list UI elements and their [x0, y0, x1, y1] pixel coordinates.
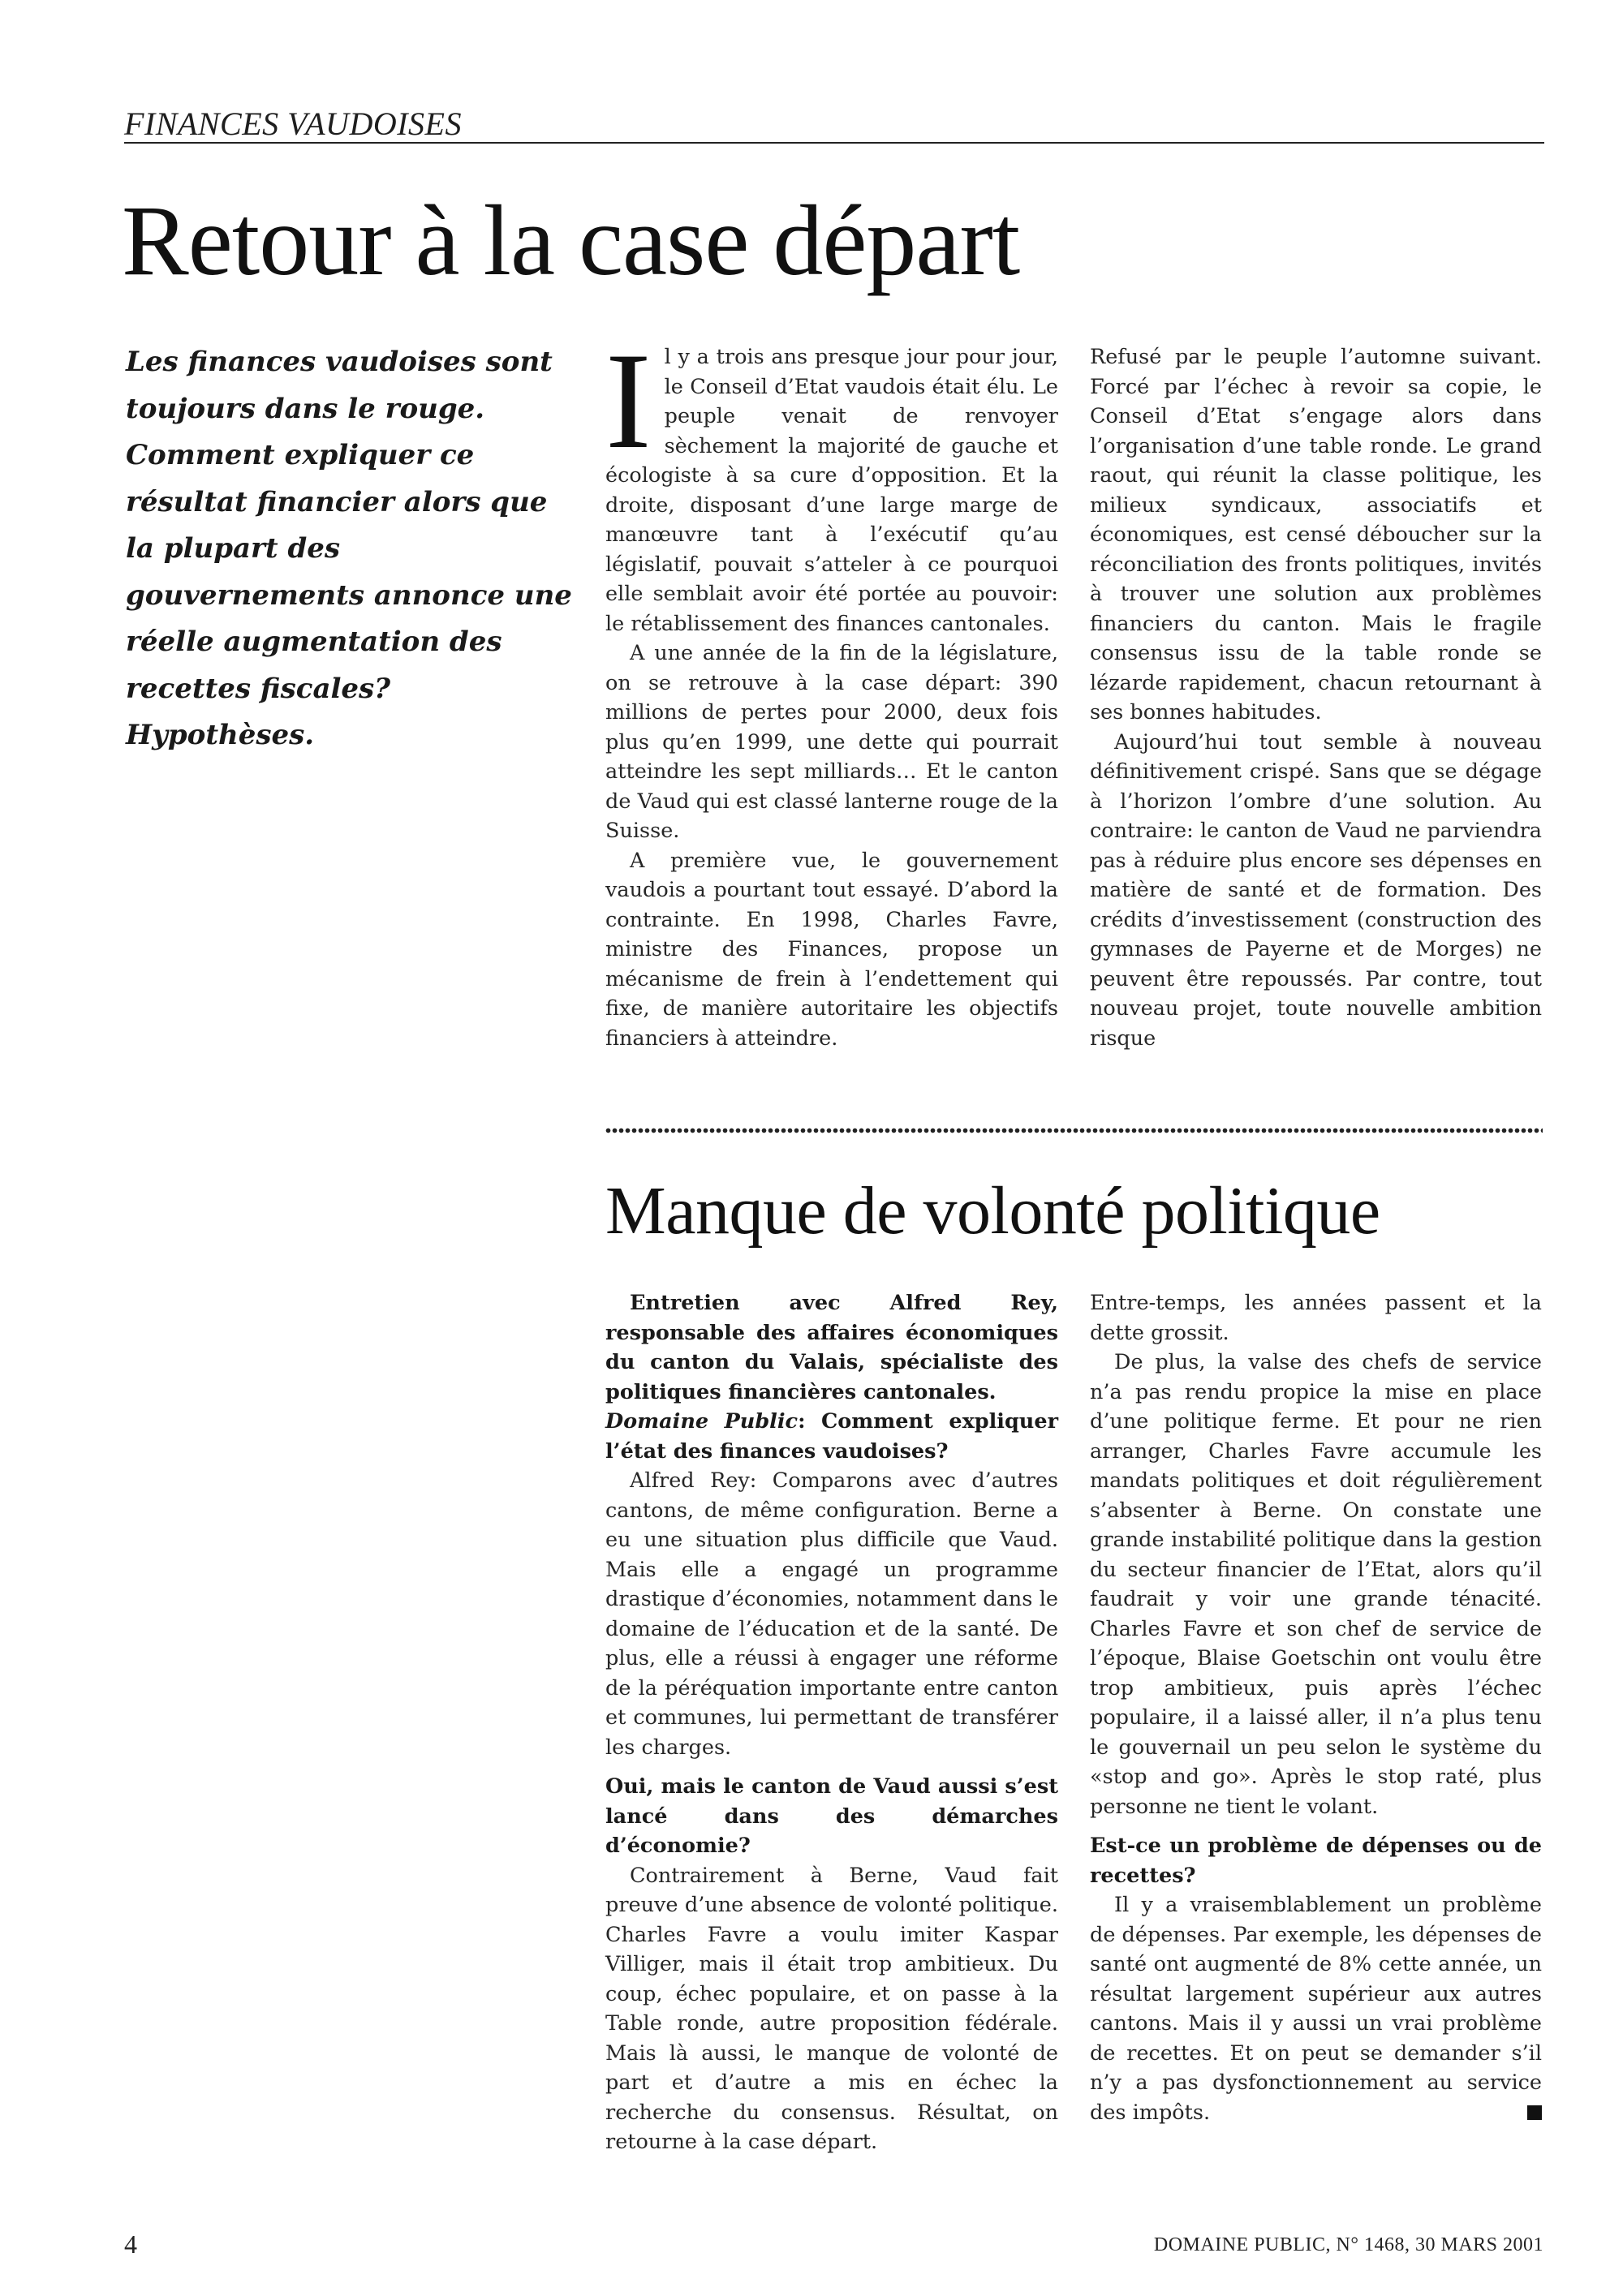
interview-answer-1: Alfred Rey: Comparons avec d’autres cantons, de même configuration. Berne a eu une situation plus difficile que Vaud. Mais elle a engagé un programme drastique d’économies, notamment dans le domaine de l’éducation et de la santé. De plus, elle a réussi à engager une réforme de la péréquation importante entre canton et communes, lui permettant de transférer les charges.: [605, 1468, 1058, 1760]
lead-line: recettes fiscales?: [126, 672, 391, 705]
lead-line: Hypothèses.: [126, 719, 315, 751]
lead-line: résultat financier alors que: [126, 485, 548, 518]
interview-answer-3: [1090, 1890, 1542, 2127]
article-title: Retour à la case départ: [122, 185, 1020, 296]
end-mark-icon: [1527, 2105, 1542, 2120]
article1-column-1: [605, 325, 1058, 1053]
article1-paragraph-2: A une année de la fin de la législature, on se retrouve à la case départ: 390 millions de pertes pour 2000, deux fois plus qu’en 1999, une dette qui pourrait atteindre les sept milliards… Et le canton de Vaud qui est classé lanterne rouge de la Suisse.: [605, 641, 1058, 843]
lead-line: la plupart des: [126, 532, 340, 565]
article1-paragraph-5: Aujourd’hui tout semble à nouveau définitivement crispé. Sans que se dégage à l’horizon l’ombre d’une solution. Au contraire: le canton de Vaud ne parviendra pas à réduire plus encore ses dépenses en matière de santé et de formation. Des crédits d’investissement (construction des gymnases de Payerne et de Morges) ne peuvent être repoussés. Par contre, tout nouveau projet, toute nouvelle ambition risque: [1090, 729, 1542, 1051]
lead-line: gouvernements annonce une: [126, 578, 572, 612]
page-number: 4: [124, 2229, 137, 2259]
interview-answer-2: Contrairement à Berne, Vaud fait preuve d’une absence de volonté politique. Charles Favre a voulu imiter Kaspar Villiger, mais il était trop ambitieux. Du coup, échec populaire, et on passe à la Table ronde, autre proposition fédérale. Mais là aussi, le manque de volonté de part et d’autre a mis en échec la recherche du consensus. Résultat, on retourne à la case départ.: [605, 1863, 1058, 2154]
lead-line: Les finances vaudoises sont: [126, 346, 553, 378]
section-rubric: FINANCES VAUDOISES: [124, 105, 462, 142]
article1-paragraph-1: [605, 325, 1058, 638]
dotted-separator: [605, 1128, 1543, 1136]
interview-answer-2-continued: Entre-temps, les années passent et la dette grossit.: [1090, 1291, 1542, 1345]
answer-text: Il y a vraisemblablement un problème de dépenses. Par exemple, les dépenses de santé ont augmenté de 8% cette année, un résultat largement supérieur aux autres cantons. Mais il y aussi un vrai problème de recettes. Et on peut se demander s’il n’y a pas dysfonctionnement au service des impôts.: [1090, 1893, 1542, 2125]
article1-column-2: [1090, 342, 1542, 1053]
interview-title: Manque de volonté politique: [605, 1173, 1380, 1249]
question-text: : Comment expliquer l’état des finances vaudoises?: [605, 1409, 1059, 1464]
interview-column-2: [1090, 1288, 1542, 2127]
lead-line: Comment expliquer ce: [126, 439, 475, 471]
paragraph-text: l y a trois ans presque jour pour jour, le Conseil d’Etat vaudois était élu. Le peuple venait de renvoyer sèchement la majorité de gauche et écologiste à sa cure d’opposition. Et la droite, disposant d’une large marge de manœuvre tant à l’exécutif qu’au législatif, pouvait s’atteler à ce pourquoi elle semblait avoir été portée au pouvoir: le rétablissement des finances cantonales.: [605, 345, 1058, 636]
lead-line: toujours dans le rouge.: [126, 392, 485, 425]
interview-question-3: Est-ce un problème de dépenses ou de recettes?: [1090, 1834, 1542, 1888]
interview-question-2: Oui, mais le canton de Vaud aussi s’est lancé dans des démarches d’économie?: [605, 1774, 1058, 1858]
interview-answer-2-paragraph: De plus, la valse des chefs de service n’a pas rendu propice la mise en place d’une politique ferme. Et pour ne rien arranger, Charles Favre accumule les mandats politiques et doit régulièrement s’absenter à Berne. On constate une grande instabilité politique dans la gestion du secteur financier de l’Etat, alors qu’il faudrait y voir une grande ténacité. Charles Favre et son chef de service de l’époque, Blaise Goetschin ont voulu être trop ambitieux, puis après l’échec populaire, il a laissé aller, il n’a plus tenu le gouvernail un peu selon le système du «stop and go». Après le stop raté, plus personne ne tient le volant.: [1090, 1350, 1542, 1819]
question-source: Domaine Public: [605, 1409, 799, 1434]
interview-intro: Entretien avec Alfred Rey, responsable des affaires économiques du canton du Valais, spécialiste des politiques financières cantonales.: [605, 1291, 1058, 1404]
article-lead: [126, 339, 580, 759]
publication-footer: DOMAINE PUBLIC, N° 1468, 30 MARS 2001: [1153, 2234, 1543, 2255]
article1-paragraph-4: Refusé par le peuple l’automne suivant. Forcé par l’échec à revoir sa copie, le Conseil d’Etat s’engage alors dans l’organisation d’une table ronde. Le grand raout, qui réunit la classe politique, les milieux syndicaux, associatifs et économiques, est censé déboucher sur la réconciliation des fronts politiques, invités à trouver une solution aux problèmes financiers du canton. Mais le fragile consensus issu de la table ronde se lézarde rapidement, chacun retournant à ses bonnes habitudes.: [1090, 345, 1542, 724]
lead-line: réelle augmentation des: [126, 626, 502, 658]
interview-question-1: [605, 1407, 1058, 1466]
header-rule: [124, 142, 1544, 144]
interview-column-1: [605, 1288, 1058, 2157]
article1-paragraph-3: A première vue, le gouvernement vaudois a pourtant tout essayé. D’abord la contrainte. En 1998, Charles Favre, ministre des Finances, propose un mécanisme de frein à l’endettement qui fixe, de manière autoritaire les objectifs financiers à atteindre.: [605, 848, 1058, 1051]
drop-cap: I: [605, 325, 652, 477]
